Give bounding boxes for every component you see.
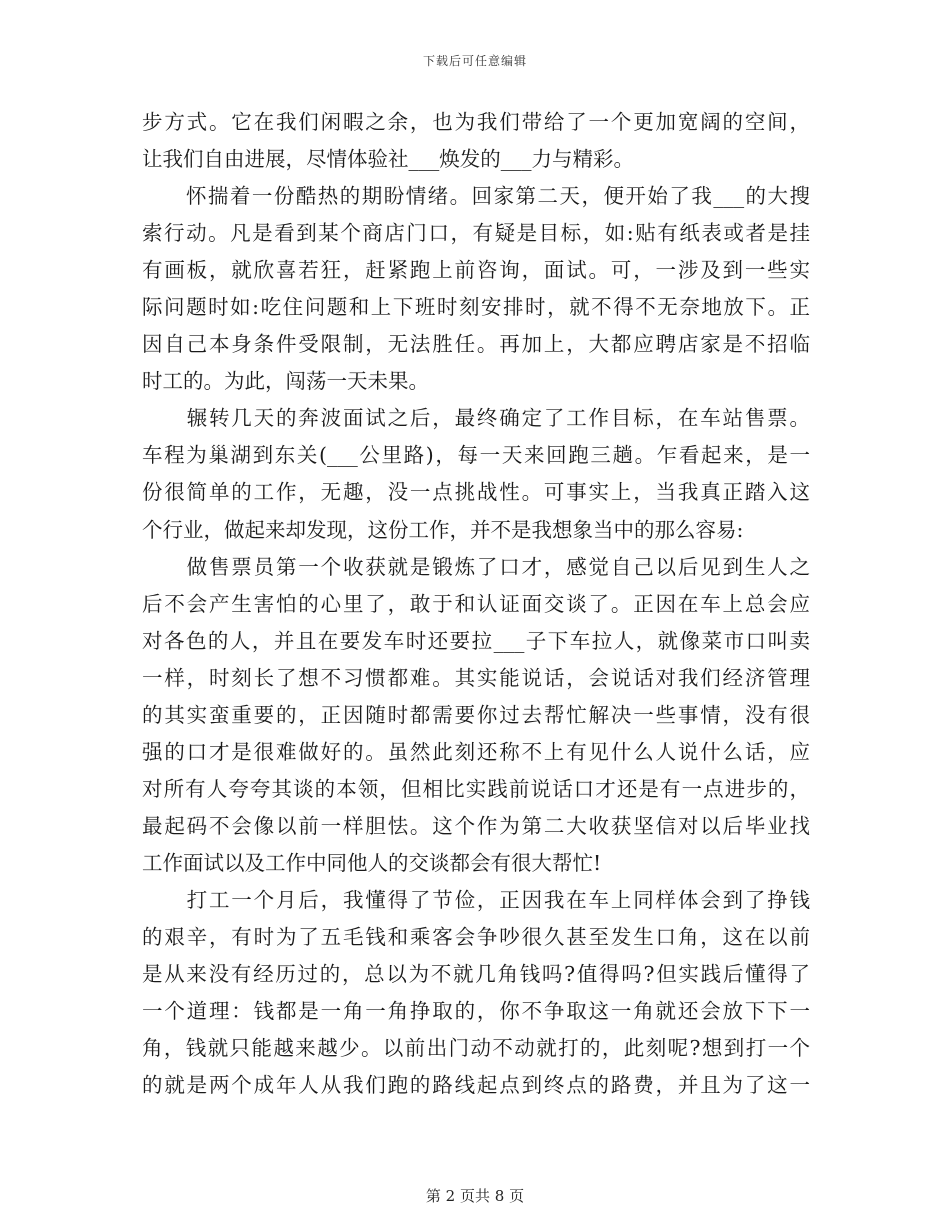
text-line: 对所有人夸夸其谈的本领，但相比实践前说话口才还是有一点进步的， xyxy=(142,776,810,801)
text-line: 让我们自由进展，尽情体验社___焕发的___力与精彩。 xyxy=(142,147,634,172)
text-line: 一样，时刻长了想不习惯都难。其实能说话，会说话对我们经济管理 xyxy=(142,665,810,690)
text-line: 打工一个月后，我懂得了节俭，正因我在车上同样体会到了挣钱 xyxy=(142,887,810,912)
page-header: 下载后可任意编辑 xyxy=(422,54,527,68)
text-line: 怀揣着一份酷热的期盼情绪。回家第二天，便开始了我___的大搜 xyxy=(142,184,810,209)
text-line: 索行动。凡是看到某个商店门口，有疑是目标，如:贴有纸表或者是挂 xyxy=(142,221,810,246)
text-line: 因自己本身条件受限制，无法胜任。再加上，大都应聘店家是不招临 xyxy=(142,332,810,357)
text-line: 的艰辛，有时为了五毛钱和乘客会争吵很久甚至发生口角，这在以前 xyxy=(142,925,810,950)
document-body xyxy=(142,104,810,1104)
text-line: 是从来没有经历过的，总以为不就几角钱吗?值得吗?但实践后懂得了 xyxy=(142,962,810,987)
text-line: 的其实蛮重要的，正因随时都需要你过去帮忙解决一些事情，没有很 xyxy=(142,702,810,727)
text-line: 对各色的人，并且在要发车时还要拉___子下车拉人，就像菜市口叫卖 xyxy=(142,628,810,653)
text-line: 做售票员第一个收获就是锻炼了口才，感觉自己以后见到生人之 xyxy=(142,554,810,579)
text-line: 后不会产生害怕的心里了，敢于和认证面交谈了。正因在车上总会应 xyxy=(142,591,810,616)
page-number: 第 2 页共 8 页 xyxy=(425,1187,525,1205)
text-line: 个行业，做起来却发现，这份工作，并不是我想象当中的那么容易: xyxy=(142,517,744,542)
text-line: 际问题时如:吃住问题和上下班时刻安排时，就不得不无奈地放下。正 xyxy=(142,295,810,320)
text-line: 份很简单的工作，无趣，没一点挑战性。可事实上，当我真正踏入这 xyxy=(142,480,810,505)
text-line: 车程为巢湖到东关(___公里路)，每一天来回跑三趟。乍看起来，是一 xyxy=(142,443,810,468)
text-line: 辗转几天的奔波面试之后，最终确定了工作目标，在车站售票。 xyxy=(142,406,810,431)
text-line: 时工的。为此，闯荡一天未果。 xyxy=(142,369,429,394)
text-line: 的就是两个成年人从我们跑的路线起点到终点的路费，并且为了这一 xyxy=(142,1073,810,1098)
text-line: 最起码不会像以前一样胆怯。这个作为第二大收获坚信对以后毕业找 xyxy=(142,813,810,838)
text-line: 工作面试以及工作中同他人的交谈都会有很大帮忙! xyxy=(142,850,602,875)
text-line: 强的口才是很难做好的。虽然此刻还称不上有见什么人说什么话，应 xyxy=(142,739,810,764)
text-line: 角，钱就只能越来越少。以前出门动不动就打的，此刻呢?想到打一个 xyxy=(142,1036,810,1061)
text-line: 有画板，就欣喜若狂，赶紧跑上前咨询，面试。可，一涉及到一些实 xyxy=(142,258,810,283)
text-line: 步方式。它在我们闲暇之余，也为我们带给了一个更加宽阔的空间， xyxy=(142,110,810,134)
text-line: 一个道理：钱都是一角一角挣取的，你不争取这一角就还会放下下一 xyxy=(142,999,810,1024)
